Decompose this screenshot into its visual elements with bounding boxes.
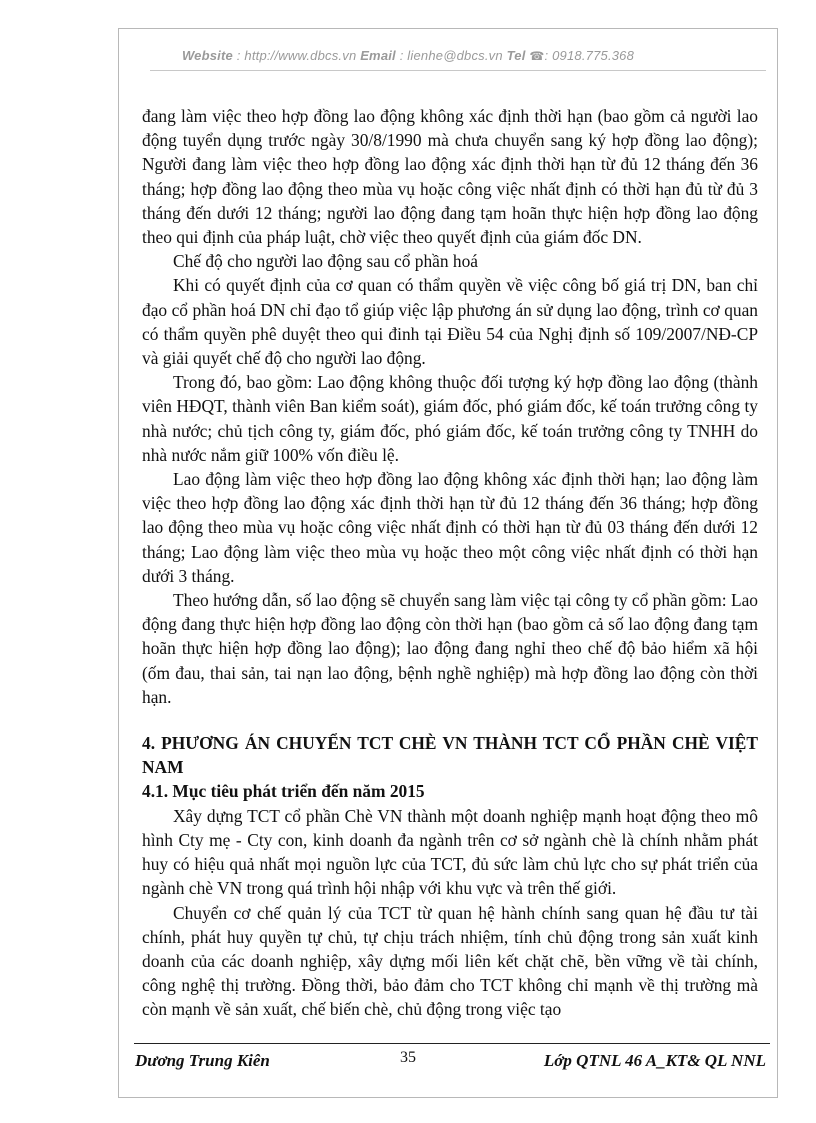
footer-class: Lớp QTNL 46 A_KT& QL NNL [543,1051,766,1070]
footer-divider [134,1043,770,1044]
website-value: : http://www.dbcs.vn [236,48,357,63]
paragraph: Khi có quyết định của cơ quan có thẩm quyền về việc công bố giá trị DN, ban chỉ đạo cổ phần hoá DN chỉ đạo tổ giúp việc lập phương án sử dụng lao động, trình cơ quan có thẩm quyền phê duyệt theo qui đinh tại Điều 54 của Nghị định số 109/2007/NĐ-CP và giải quyết chế độ cho người lao động. [142,275,758,369]
paragraph: Lao động làm việc theo hợp đồng lao động không xác định thời hạn; lao động làm việc theo hợp đồng lao động xác định thời hạn từ đủ 12 tháng đến 36 tháng; hợp đồng lao động theo mùa vụ hoặc công việc nhất định có thời hạn từ đủ 03 tháng đến dưới 12 tháng; Lao động làm việc theo mùa vụ hoặc theo một công việc nhất định có thời hạn dưới 3 tháng. [142,469,758,586]
phone-icon: ☎ [529,49,545,63]
paragraph: Chuyển cơ chế quản lý của TCT từ quan hệ hành chính sang quan hệ đầu tư tài chính, phát huy quyền tự chủ, tự chịu trách nhiệm, tính chủ động trong sản xuất kinh doanh của các doanh nghiệp, xây dựng mối liên kết chặt chẽ, bền vững về tài chính, công nghệ thị trường. Đồng thời, bảo đảm cho TCT không chỉ mạnh về thị trường mà còn mạnh về sản xuất, chế biến chè, chủ động trong việc tạo [142,902,758,1020]
document-body [142,104,758,1022]
page-number: 35 [400,1049,416,1066]
tel-value: : 0918.775.368 [544,48,635,63]
section-heading: 4. PHƯƠNG ÁN CHUYỂN TCT CHÈ VN THÀNH TCT CỔ PHẦN CHÈ VIỆT NAM [142,733,758,778]
paragraph: Trong đó, bao gồm: Lao động không thuộc đối tượng ký hợp đồng lao động (thành viên HĐQT, thành viên Ban kiểm soát), giám đốc, phó giám đốc, kế toán trưởng công ty nhà nước; chủ tịch công ty, giám đốc, phó giám đốc, kế toán trưởng công ty TNHH do nhà nước nắm giữ 100% vốn điều lệ. [142,372,758,465]
subsection-heading: 4.1. Mục tiêu phát triển đến năm 2015 [142,781,425,802]
paragraph: Theo hướng dẫn, số lao động sẽ chuyển sang làm việc tại công ty cổ phần gồm: Lao động đang thực hiện hợp đồng lao động còn thời hạn (bao gồm cả số lao động đang tạm hoãn thực hiện hợp đồng lao động); lao động đang nghỉ theo chế độ bảo hiểm xã hội (ốm đau, thai sản, tai nạn lao động, bệnh nghề nghiệp) mà hợp đồng lao động còn thời hạn. [142,590,758,707]
footer-author: Dương Trung Kiên [135,1051,270,1070]
page-header [0,48,816,63]
paragraph: đang làm việc theo hợp đồng lao động không xác định thời hạn (bao gồm cả người lao động tuyển dụng trước ngày 30/8/1990 mà chưa chuyển sang ký hợp đồng lao động); Người đang làm việc theo hợp đồng lao động xác định thời hạn từ đủ 12 tháng đến 36 tháng; hợp đồng lao động theo mùa vụ hoặc công việc nhất định có thời hạn đủ từ đủ 3 tháng đến dưới 12 tháng; người lao động đang tạm hoãn thực hiện hợp đồng lao động theo qui định của pháp luật, chờ việc theo quyết định của giám đốc DN. [142,106,758,248]
email-label: Email [360,48,396,63]
paragraph: Chế độ cho người lao động sau cổ phần hoá [173,251,479,272]
tel-label: Tel [506,48,526,63]
email-value: : lienhe@dbcs.vn [399,48,503,63]
header-divider [150,70,766,71]
paragraph: Xây dựng TCT cổ phần Chè VN thành một doanh nghiệp mạnh hoạt động theo mô hình Cty mẹ - Cty con, kinh doanh đa ngành trên cơ sở ngành chè là chính nhằm phát huy có hiệu quả nhất mọi nguồn lực của TCT, đủ sức làm chủ lực cho sự phát triển của ngành chè VN trong quá trình hội nhập với khu vực và trên thế giới. [142,805,758,899]
website-label: Website [181,48,233,63]
